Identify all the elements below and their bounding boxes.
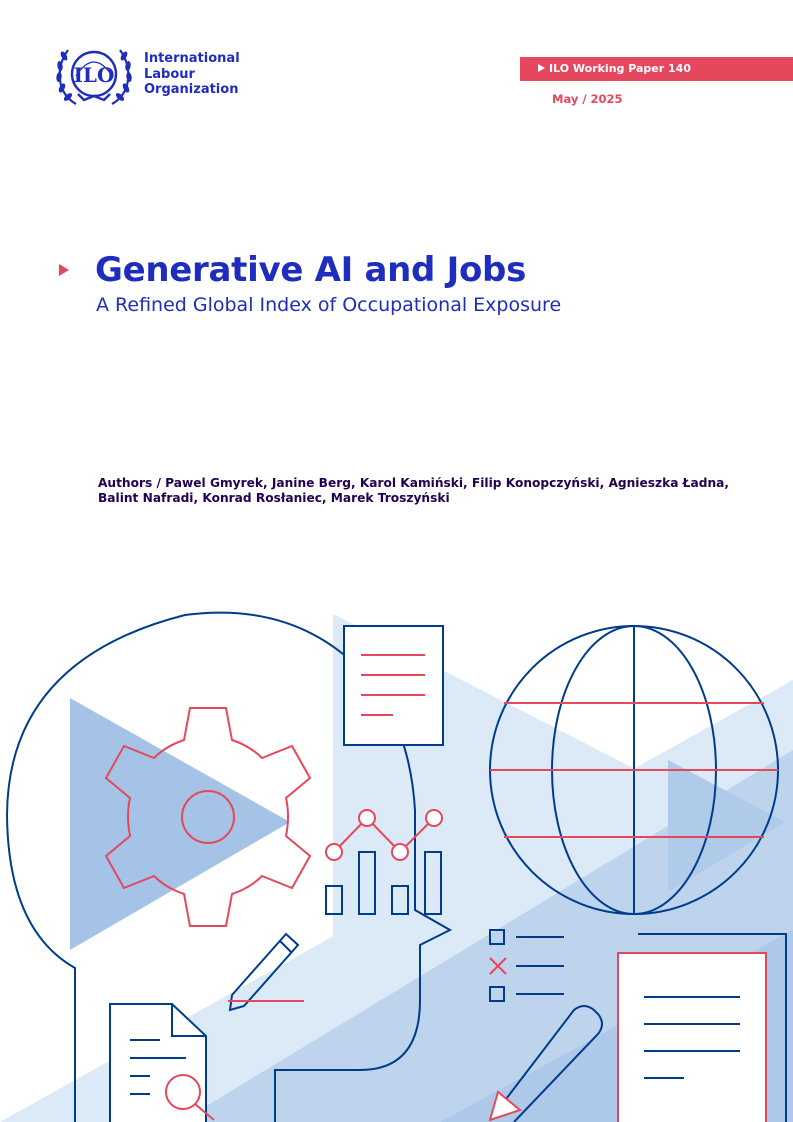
svg-text:ILO: ILO [73,63,115,87]
ilo-logo [54,42,134,110]
document-icon [344,626,443,745]
organization-line: International [144,51,240,66]
play-arrow-icon [538,64,545,72]
report-icon [618,953,766,1122]
publication-date: May / 2025 [552,92,623,106]
play-triangle-icon [70,698,290,950]
series-label: ILO Working Paper 140 [549,62,691,75]
authors-list: Authors / Pawel Gmyrek, Janine Berg, Karol Kamiński, Filip Konopczyński, Agnieszka Ładna, Balint Nafradi, Konrad Rosłaniec, Marek Troszyński [98,476,729,505]
series-banner [520,57,793,81]
organization-name [144,51,240,98]
organization-line: Organization [144,82,239,97]
organization-line: Labour [144,66,195,82]
title-arrow-icon [59,264,69,276]
cover-illustration [0,600,793,1122]
document-subtitle: A Refined Global Index of Occupational Exposure [96,294,562,316]
document-title: Generative AI and Jobs [95,250,527,290]
